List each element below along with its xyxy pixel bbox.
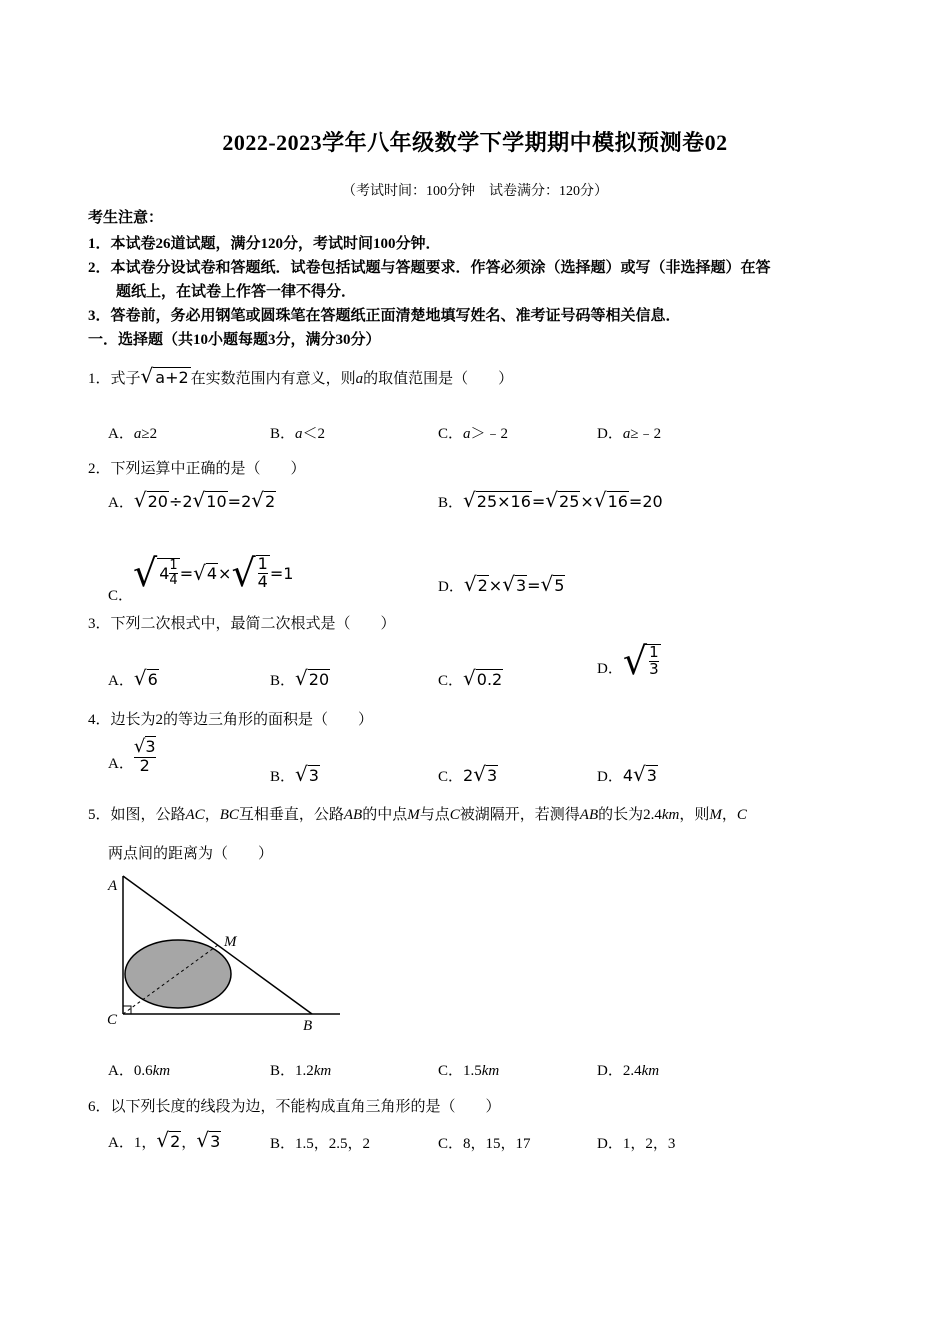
- q1-prefix: 1．式子: [88, 371, 141, 387]
- q5-line1-seg-10: 被湖隔开，若测得: [459, 807, 580, 823]
- q5-line1-seg-9: C: [449, 807, 460, 823]
- q4-option-a[interactable]: A． $\frac{√3}{2}$: [108, 736, 156, 775]
- q4-option-c[interactable]: C．2√3: [438, 762, 498, 786]
- q5-line1-seg-1: AC: [185, 807, 205, 823]
- q4-option-d[interactable]: D．4√3: [597, 762, 657, 786]
- notice-item-2-cont: 题纸上，在试卷上作答一律不得分．: [116, 284, 357, 300]
- q1-middle: 在实数范围内有意义，则: [190, 371, 356, 387]
- q5-option-d[interactable]: D．2.4km: [597, 1063, 660, 1079]
- q3-option-d[interactable]: D． √ $\frac{1}{3}$: [597, 639, 659, 683]
- point-b-label: B: [303, 1018, 313, 1033]
- q5-figure: [100, 868, 350, 1033]
- q5-line1-seg-6: 的中点: [362, 807, 408, 823]
- question-5-line-1: [88, 803, 747, 824]
- q2-option-d[interactable]: D．√2×√3=√5: [438, 572, 565, 596]
- q1-option-a[interactable]: A．a≥2: [108, 426, 158, 442]
- q3-option-b[interactable]: B．√20: [270, 666, 330, 690]
- page-title: 2022-2023学年八年级数学下学期期中模拟预测卷02: [222, 130, 728, 155]
- q5-line1-seg-15: M: [709, 807, 722, 823]
- q5-line1-seg-4: 互相垂直，公路: [238, 807, 344, 823]
- q5-line1-seg-12: 的长为2.4: [598, 807, 662, 823]
- question-5-line-2: 两点间的距离为（ ）: [108, 846, 274, 862]
- q6-option-b[interactable]: B．1.5，2.5，2: [270, 1136, 371, 1152]
- q5-option-c[interactable]: C．1.5km: [438, 1063, 500, 1079]
- notice-item-2: 2．本试卷分设试卷和答题纸．试卷包括试题与答题要求．作答必须涂（选择题）或写（非选择题）在答: [88, 260, 771, 276]
- q3-option-a[interactable]: A．√6: [108, 666, 158, 690]
- exam-info: （考试时间：100分钟 试卷满分：120分）: [342, 184, 608, 199]
- q5-line1-seg-14: ，则: [679, 807, 710, 823]
- q5-line1-seg-7: M: [407, 807, 420, 823]
- q5-line1-seg-5: AB: [343, 807, 363, 823]
- q5-line1-seg-2: ，: [204, 807, 220, 823]
- q5-line1-seg-16: ，: [721, 807, 737, 823]
- q1-radicand: a+2: [155, 368, 189, 387]
- question-4: 4．边长为2的等边三角形的面积是（ ）: [88, 712, 374, 728]
- q1-var: a: [355, 371, 364, 387]
- q2-option-b[interactable]: B．√25×16=√25×√16=20: [438, 488, 663, 512]
- q2-option-c[interactable]: C． √ 4 $\frac{1}{4}$ = √ 4 × √ $\frac{1}{4}$ =1: [108, 551, 294, 604]
- q5-line1-seg-11: AB: [579, 807, 599, 823]
- question-2: 2．下列运算中正确的是（ ）: [88, 461, 306, 477]
- notice-heading: 考生注意：: [88, 210, 164, 226]
- q1-option-b[interactable]: B．a＜2: [270, 426, 326, 442]
- q6-option-c[interactable]: C．8，15，17: [438, 1136, 531, 1152]
- q5-line1-seg-8: 与点: [419, 807, 450, 823]
- q6-option-d[interactable]: D．1，2，3: [597, 1136, 676, 1152]
- q1-radical: √ a+2: [140, 364, 189, 388]
- q1-option-c[interactable]: C．a＞﹣2: [438, 426, 509, 442]
- q5-line1-seg-17: C: [736, 807, 747, 823]
- point-a-label: A: [108, 878, 118, 894]
- q3-option-c[interactable]: C．√0.2: [438, 666, 503, 690]
- notice-item-1: 1．本试卷26道试题，满分120分，考试时间100分钟．: [88, 236, 441, 252]
- notice-item-3: 3．答卷前，务必用钢笔或圆珠笔在答题纸正面清楚地填写姓名、准考证号码等相关信息．: [88, 308, 681, 324]
- q5-line1-seg-13: km: [661, 807, 680, 823]
- q2-option-a[interactable]: A．√20÷2√10=2√2: [108, 488, 276, 512]
- q5-line1-seg-0: 5．如图，公路: [88, 807, 186, 823]
- point-m-label: M: [224, 934, 237, 950]
- section-title: 一．选择题（共10小题每题3分，满分30分）: [88, 332, 381, 348]
- q5-option-a[interactable]: A．0.6km: [108, 1063, 171, 1079]
- q1-option-d[interactable]: D．a≥﹣2: [597, 426, 662, 442]
- q4-option-b[interactable]: B．√3: [270, 762, 319, 786]
- question-6: 6．以下列长度的线段为边，不能构成直角三角形的是（ ）: [88, 1099, 501, 1115]
- q1-suffix: 的取值范围是（ ）: [363, 371, 514, 387]
- question-3: 3．下列二次根式中，最简二次根式是（ ）: [88, 616, 396, 632]
- point-c-label: C: [107, 1012, 118, 1028]
- q5-line1-seg-3: BC: [219, 807, 239, 823]
- q6-option-a[interactable]: A．1，√2，√3: [108, 1128, 221, 1152]
- q5-option-b[interactable]: B．1.2km: [270, 1063, 332, 1079]
- question-1: [88, 364, 513, 388]
